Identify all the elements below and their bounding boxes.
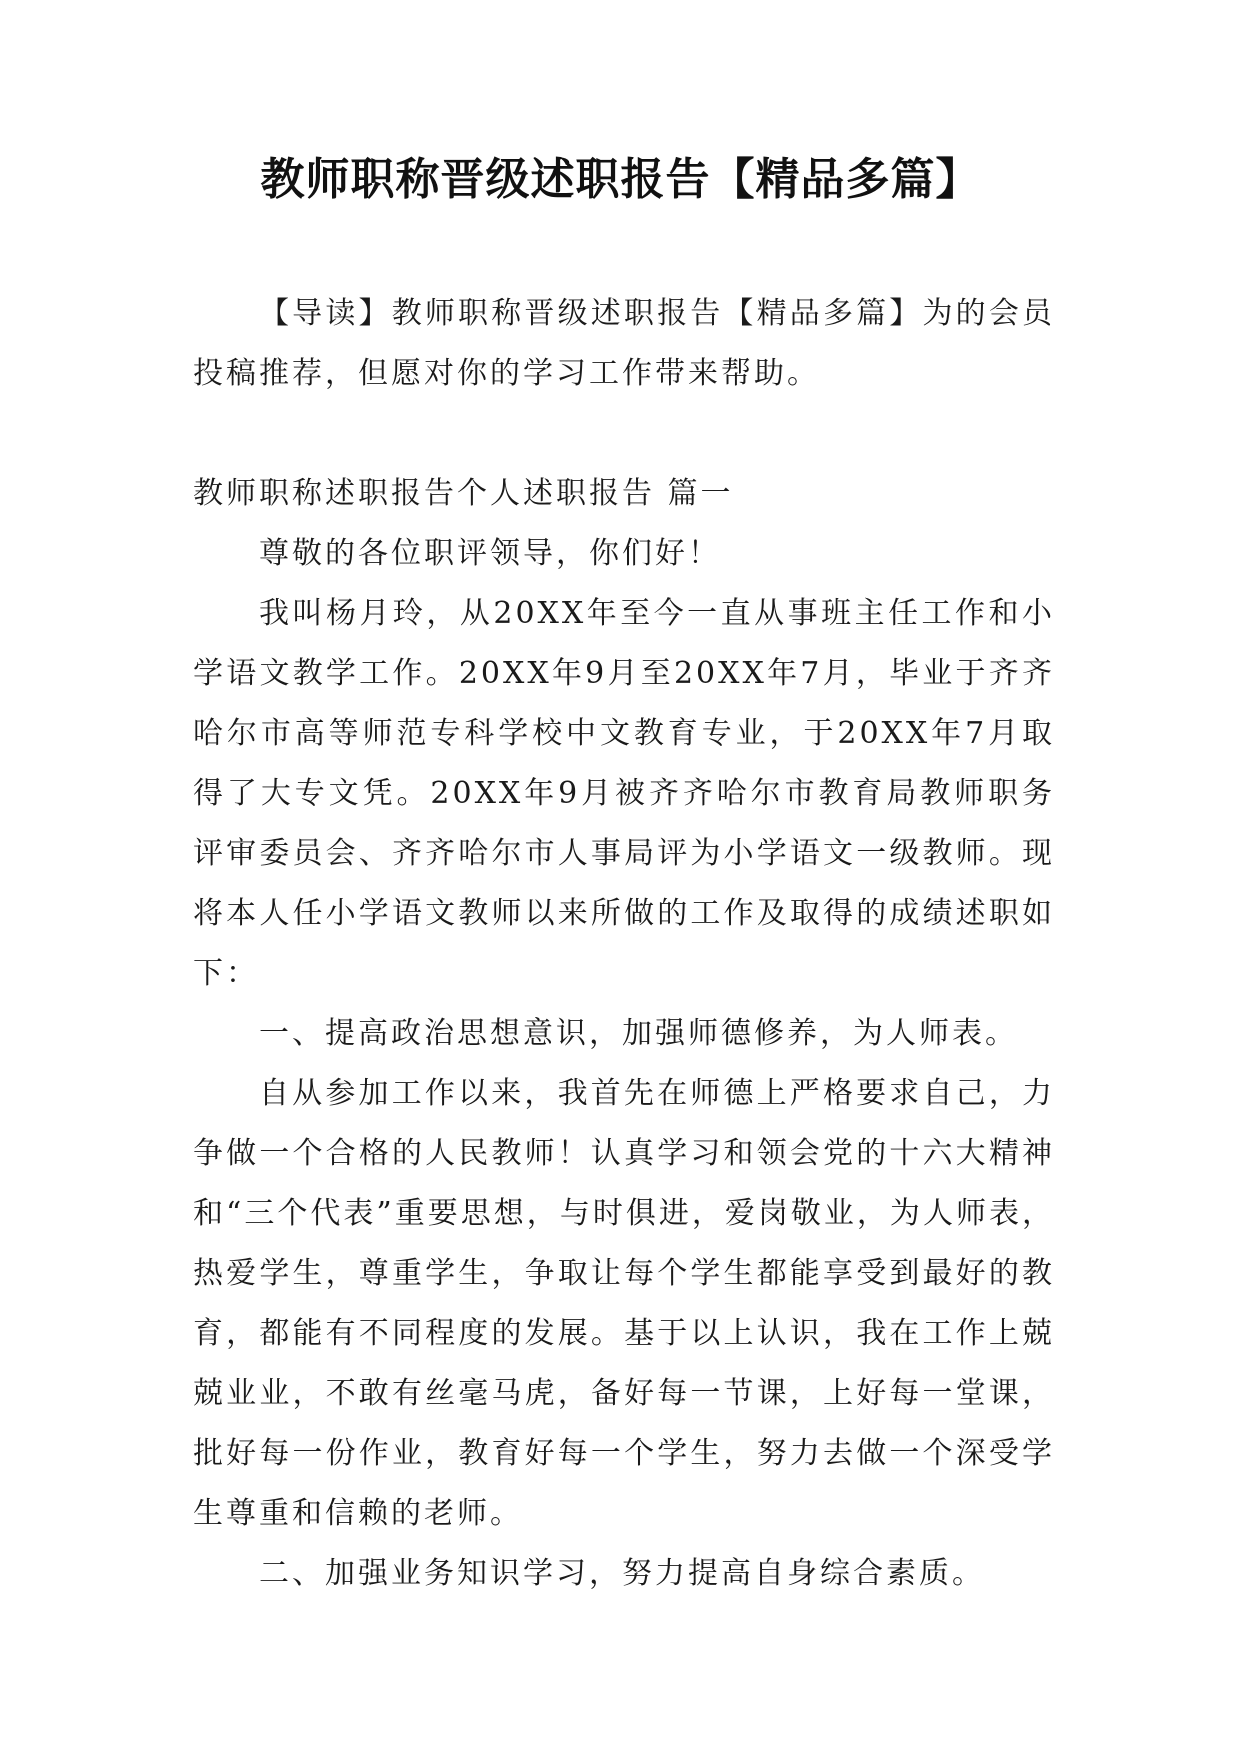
article-heading: 教师职称述职报告个人述职报告 篇一 [193,476,734,511]
document-title: 教师职称晋级述职报告【精品多篇】 [260,154,981,205]
section-two-heading: 二、加强业务知识学习，努力提高自身综合素质。 [259,1556,985,1591]
paragraph-greeting: 尊敬的各位职评领导，你们好！ [259,536,721,571]
intro-paragraph: 【导读】教师职称晋级述职报告【精品多篇】为的会员投稿推荐，但愿对你的学习工作带来帮助。 [193,296,1055,391]
section-one-heading: 一、提高政治思想意识，加强师德修养，为人师表。 [259,1016,1018,1051]
paragraph-self-introduction: 我叫杨月玲，从20XX年至今一直从事班主任工作和小学语文教学工作。20XX年9月至20XX年7月，毕业于齐齐哈尔市高等师范专科学校中文教育专业，于20XX年7月取得了大专文凭。20XX年9月被齐齐哈尔市教育局教师职务评审委员会、齐齐哈尔市人事局评为小学语文一级教师。现将本人任小学语文教师以来所做的工作及取得的成绩述职如下： [193,596,1055,991]
document-body [193,284,1055,1604]
paragraph-ethics: 自从参加工作以来，我首先在师德上严格要求自己，力争做一个合格的人民教师！认真学习和领会党的十六大精神和“三个代表”重要思想，与时俱进，爱岗敬业，为人师表，热爱学生，尊重学生，争取让每个学生都能享受到最好的教育，都能有不同程度的发展。基于以上认识，我在工作上兢兢业业，不敢有丝毫马虎，备好每一节课，上好每一堂课，批好每一份作业，教育好每一个学生，努力去做一个深受学生尊重和信赖的老师。 [193,1076,1055,1531]
